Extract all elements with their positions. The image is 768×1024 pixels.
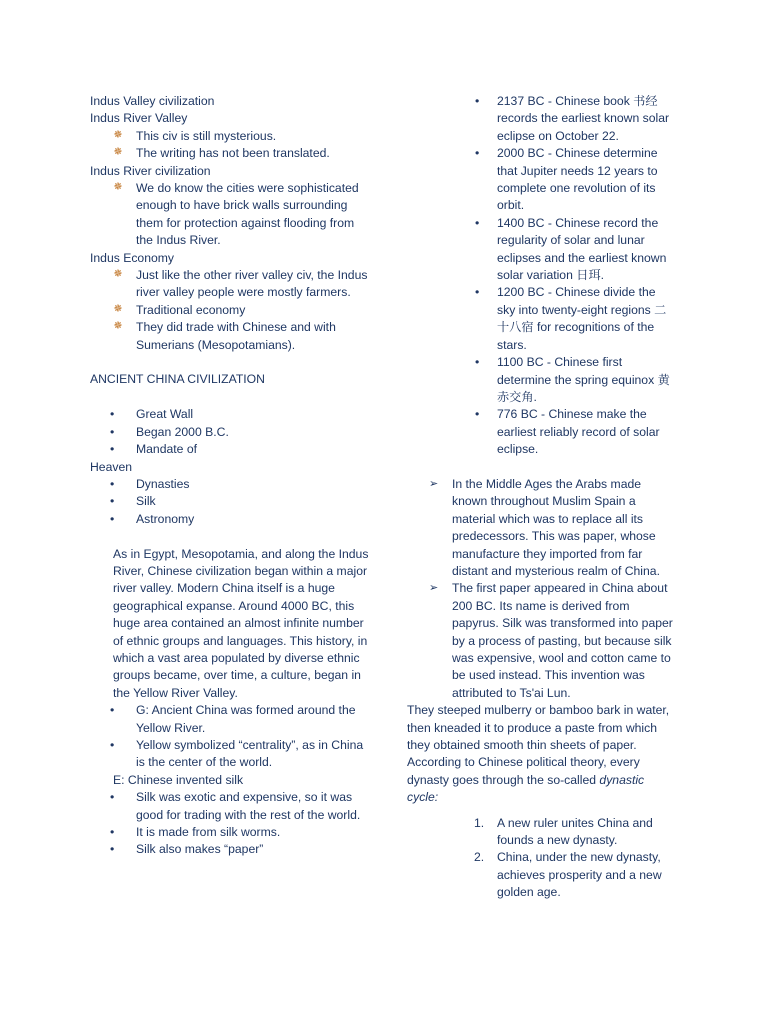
list-item: ➢ The first paper appeared in China about 200 BC. Its name is derived from papyrus. Silk was transformed into paper by a process of pasting, but because silk was expensive, wool and cotton came to be used instead. This invention was attributed to Ts'ai Lun. — [429, 581, 673, 700]
list-number: 2. — [474, 850, 485, 865]
list-item: • Great Wall — [90, 406, 372, 423]
bullet-icon: • — [110, 737, 115, 752]
bullet-icon: • — [110, 511, 115, 526]
star-bullet-icon: ✵ — [113, 181, 123, 194]
bullet-icon: • — [475, 146, 480, 161]
left-column — [90, 93, 372, 859]
list-item: ✵ They did trade with Chinese and with Sumerians (Mesopotamians). — [113, 320, 336, 352]
bullet-icon: • — [475, 285, 480, 300]
list-item: • 1100 BC - Chinese first determine the spring equinox 黄赤交角. — [475, 355, 670, 404]
bullet-icon: • — [110, 476, 115, 491]
star-list — [90, 267, 372, 354]
text-line: E: Chinese invented silk — [113, 772, 244, 787]
star-bullet-icon: ✵ — [113, 320, 123, 333]
bullet-icon: • — [110, 842, 115, 857]
paragraph: They steeped mulberry or bamboo bark in water, then kneaded it to produce a paste from which they obtained smooth thin sheets of paper. — [407, 703, 670, 753]
list-item: ➢ In the Middle Ages the Arabs made known throughout Muslim Spain a material which was to replace all its predecessors. This was paper, whose manufacture they imported from far distant and mysterious realm of China. — [429, 476, 660, 578]
right-column — [407, 93, 677, 902]
text-line: Indus River Valley — [90, 111, 188, 126]
bullet-list — [90, 476, 372, 528]
list-item: ✵ Just like the other river valley civ, the Indus river valley people were mostly farmers. — [113, 268, 368, 300]
list-item: ✵ We do know the cities were sophisticated enough to have brick walls surrounding them for protection against flooding from the Indus River. — [113, 181, 359, 248]
list-item: • Silk also makes “paper” — [90, 841, 372, 858]
bullet-icon: • — [110, 790, 115, 805]
star-bullet-icon: ✵ — [113, 268, 123, 281]
section-heading: ANCIENT CHINA CIVILIZATION — [90, 372, 265, 387]
bullet-list — [90, 702, 372, 772]
bullet-list — [90, 789, 372, 859]
star-list — [90, 180, 372, 250]
list-item: • 2000 BC - Chinese determine that Jupiter needs 12 years to complete one revolution of its orbit. — [475, 146, 658, 213]
paragraph: As in Egypt, Mesopotamia, and along the Indus River, Chinese civilization began within a major river valley. Modern China itself is a huge geographical expanse. Around 4000 BC, this huge area contained an almost infinite number of ethnic groups and languages. This history, in which a vast area populated by diverse ethnic groups became, over time, a culture, began in the Yellow River Valley. — [113, 546, 369, 700]
list-item: • Yellow symbolized “centrality”, as in China is the center of the world. — [110, 737, 364, 770]
list-item: • Astronomy — [90, 511, 372, 528]
list-item: ✵ Traditional economy — [113, 302, 246, 317]
bullet-icon: • — [475, 215, 480, 230]
list-item: • 1400 BC - Chinese record the regularity of solar and lunar eclipses and the earliest known solar variation 日珥. — [475, 215, 667, 283]
bullet-icon: • — [110, 424, 115, 439]
list-item: • 1200 BC - Chinese divide the sky into twenty-eight regions 二十八宿 for recognitions of the stars. — [475, 285, 667, 352]
list-item: ✵ The writing has not been translated. — [113, 146, 330, 161]
bullet-icon: • — [110, 407, 115, 422]
star-bullet-icon: ✵ — [113, 128, 123, 141]
list-item: • G: Ancient China was formed around the Yellow River. — [110, 703, 356, 735]
arrow-list — [407, 476, 677, 702]
text-line: Indus Economy — [90, 250, 175, 265]
star-list — [90, 128, 372, 163]
bullet-icon: • — [475, 407, 480, 422]
list-item: • Silk was exotic and expensive, so it was good for trading with the rest of the world. — [110, 790, 361, 822]
star-bullet-icon: ✵ — [113, 302, 123, 315]
list-item: • Dynasties — [90, 476, 372, 493]
bullet-list — [407, 93, 677, 459]
list-item: • 2137 BC - Chinese book 书经 records the earliest known solar eclipse on October 22. — [475, 94, 670, 143]
list-item: • It is made from silk worms. — [90, 824, 372, 841]
bullet-icon: • — [475, 355, 480, 370]
list-item: • 776 BC - Chinese make the earliest reliably record of solar eclipse. — [475, 407, 660, 457]
bullet-icon: • — [110, 825, 115, 840]
text-line: Heaven — [90, 459, 133, 474]
paragraph: According to Chinese political theory, every dynasty goes through the so-called dynastic cycle: — [407, 755, 645, 805]
star-bullet-icon: ✵ — [113, 146, 123, 159]
numbered-list — [407, 815, 677, 902]
list-item: ✵ This civ is still mysterious. — [113, 128, 277, 143]
list-item: 2. China, under the new dynasty, achieves prosperity and a new golden age. — [474, 850, 662, 900]
list-item: • Silk — [90, 493, 372, 510]
bullet-icon: • — [110, 442, 115, 457]
bullet-icon: • — [110, 494, 115, 509]
list-item: • Mandate of — [90, 441, 372, 458]
text-line: Indus Valley civilization — [90, 94, 215, 108]
list-number: 1. — [474, 815, 485, 830]
list-item: 1. A new ruler unites China and founds a new dynasty. — [474, 815, 653, 848]
arrow-bullet-icon: ➢ — [429, 477, 439, 490]
text-line: Indus River civilization — [90, 163, 211, 178]
list-item: • Began 2000 B.C. — [90, 424, 372, 441]
bullet-icon: • — [475, 94, 480, 108]
bullet-list — [90, 406, 372, 458]
bullet-icon: • — [110, 703, 115, 718]
arrow-bullet-icon: ➢ — [429, 582, 439, 595]
